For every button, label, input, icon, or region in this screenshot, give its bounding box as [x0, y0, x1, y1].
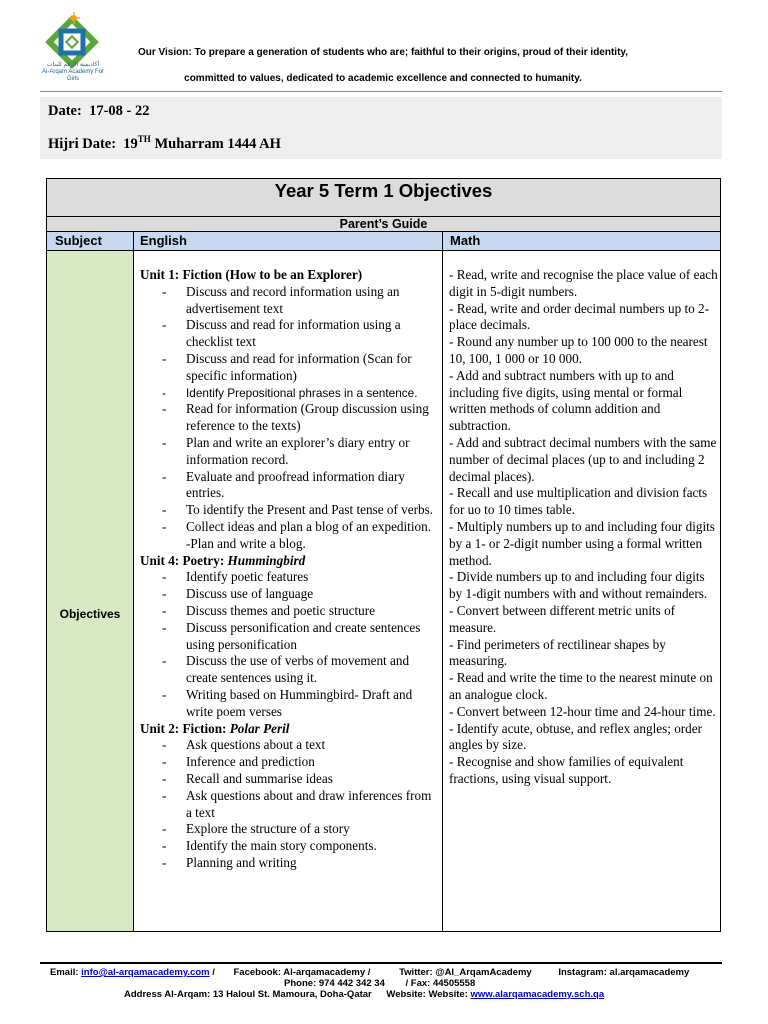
table-header-row — [47, 232, 720, 251]
vision-line-2: committed to values, dedicated to academic excellence and connected to humanity. — [184, 73, 582, 84]
unit-1-list — [140, 284, 438, 536]
list-item: - Writing based on Hummingbird- Draft and write poem verses — [140, 687, 438, 721]
column-divider — [442, 232, 443, 932]
list-item: - Collect ideas and plan a blog of an expedition. — [140, 519, 438, 536]
list-item: - Plan and write an explorer’s diary entry or information record. — [140, 435, 438, 469]
facebook-handle: Facebook: Al-arqamacademy / — [233, 967, 371, 978]
list-item: - Read, write and order decimal numbers up to 2-place decimals. — [449, 300, 710, 333]
list-item: - Evaluate and proofread information diary entries. — [140, 469, 438, 503]
list-item: - Recall and summarise ideas — [140, 771, 438, 788]
footer-line-1: Email: info@al-arqamacademy.com / Facebook: Al-arqamacademy / Twitter: @Al_ArqamAcademy Instagram: al.arqamacademy — [50, 967, 690, 978]
list-item: - Discuss the use of verbs of movement and create sentences using it. — [140, 653, 438, 687]
list-item: - Ask questions about a text — [140, 737, 438, 754]
list-item: - Discuss personification and create sentences using personification — [140, 620, 438, 654]
list-item: - Identify acute, obtuse, and reflex angles; order angles by size. — [449, 720, 703, 753]
list-item: - Add and subtract decimal numbers with the same number of decimal places (up to and including 2 decimal places). — [449, 434, 717, 484]
list-item: - Discuss themes and poetic structure — [140, 603, 438, 620]
list-item: - Divide numbers up to and including four digits by 1-digit numbers with and without remainders. — [449, 569, 708, 602]
vision-line-1: Our Vision: To prepare a generation of students who are; faithful to their origins, proud of their identity, — [137, 47, 629, 58]
list-item: - Identify the main story components. — [140, 838, 438, 855]
footer-line-2 — [40, 978, 722, 989]
footer-line-3 — [40, 989, 722, 1000]
list-item: - Planning and writing — [140, 855, 438, 872]
unit-4-list — [140, 569, 438, 720]
list-item: - Explore the structure of a story — [140, 821, 438, 838]
unit-1-extra: -Plan and write a blog. — [186, 535, 306, 551]
list-item: - Identify Prepositional phrases in a sentence. — [140, 385, 438, 402]
logo-caption-arabic: أكاديمية الأرقم للبنات — [46, 62, 100, 68]
date-label: Date: — [48, 103, 82, 119]
header-math: Math — [450, 233, 481, 248]
header-subject: Subject — [55, 233, 102, 248]
list-item: - Inference and prediction — [140, 754, 438, 771]
instagram-handle: Instagram: al.arqamacademy — [558, 967, 690, 978]
list-item: - Ask questions about and draw inferences from a text — [140, 788, 438, 822]
unit-1-title: Unit 1: Fiction (How to be an Explorer) — [140, 267, 363, 282]
list-item: - Recall and use multiplication and division facts for uo to 10 times table. — [449, 485, 708, 518]
unit-2-title — [140, 721, 438, 738]
list-item: - Discuss and record information using an advertisement text — [140, 284, 438, 318]
objectives-label: Objectives — [59, 607, 121, 621]
email-link[interactable]: info@al-arqamacademy.com — [81, 967, 210, 978]
list-item: - Discuss use of language — [140, 586, 438, 603]
logo-caption-english: Al-Arqam Academy For Girls — [41, 69, 105, 82]
list-item: - To identify the Present and Past tense of verbs. — [140, 502, 438, 519]
list-item: - Read, write and recognise the place value of each digit in 5-digit numbers. — [449, 267, 718, 299]
date-line — [48, 103, 150, 120]
column-divider — [133, 232, 134, 932]
hijri-month-year: Muharram 1444 AH — [154, 136, 281, 152]
list-item: - Recognise and show families of equivalent fractions, using visual support. — [449, 754, 684, 786]
list-item: - Convert between 12-hour time and 24-hour time. — [449, 703, 716, 719]
table-subtitle: Parent’s Guide — [47, 217, 720, 232]
logo-caption — [40, 62, 106, 83]
unit-2-list — [140, 737, 438, 871]
list-item: - Find perimeters of rectilinear shapes by measuring. — [449, 636, 666, 669]
english-objectives — [140, 267, 438, 872]
list-item: - Discuss and read for information using a checklist text — [140, 317, 438, 351]
hijri-date-line — [48, 136, 281, 153]
date-value: 17-08 - 22 — [89, 103, 150, 119]
address: Address Al-Arqam: 13 Haloul St. Mamoura, Doha-Qatar — [124, 989, 372, 1000]
website-label: Website: Website: — [386, 989, 468, 1000]
email-label: Email: — [50, 967, 79, 978]
fax-number: / Fax: 44505558 — [405, 978, 476, 989]
list-item: - Read and write the time to the nearest minute on an analogue clock. — [449, 670, 713, 702]
twitter-handle: Twitter: @Al_ArqamAcademy — [399, 967, 532, 978]
math-objectives — [449, 267, 721, 788]
website-link[interactable]: www.alarqamacademy.sch.qa — [470, 989, 605, 1000]
list-item: - Identify poetic features — [140, 569, 438, 586]
list-item: - Round any number up to 100 000 to the nearest 10, 100, 1 000 or 10 000. — [449, 334, 708, 366]
unit-2-name: Polar Peril — [229, 720, 290, 736]
unit-2-prefix: Unit 2: Fiction: — [140, 720, 230, 736]
list-item: - Discuss and read for information (Scan for specific information) — [140, 351, 438, 385]
table-title: Year 5 Term 1 Objectives — [47, 179, 720, 217]
header-divider — [40, 91, 722, 92]
list-item: - Convert between different metric units of measure. — [449, 602, 676, 635]
header-english: English — [140, 233, 187, 248]
hijri-date-label: Hijri Date: — [48, 136, 117, 152]
list-item: - Add and subtract numbers with up to and including five digits, using mental or formal written methods of column addition and subtraction. — [449, 367, 683, 434]
unit-4-name: Hummingbird — [227, 552, 306, 568]
vision-statement — [118, 40, 648, 92]
subject-cell — [47, 251, 133, 931]
unit-4-title — [140, 553, 438, 570]
footer-divider — [40, 962, 722, 964]
unit-4-prefix: Unit 4: Poetry: — [140, 552, 228, 568]
objectives-table — [46, 178, 721, 932]
hijri-day: 19 — [123, 136, 138, 152]
list-item: - Multiply numbers up to and including four digits by a 1- or 2-digit number using a formal written method. — [449, 518, 715, 568]
phone-number: Phone: 974 442 342 34 — [284, 978, 385, 989]
list-item: - Read for information (Group discussion using reference to the texts) — [140, 401, 438, 435]
hijri-day-suffix: TH — [137, 134, 151, 145]
